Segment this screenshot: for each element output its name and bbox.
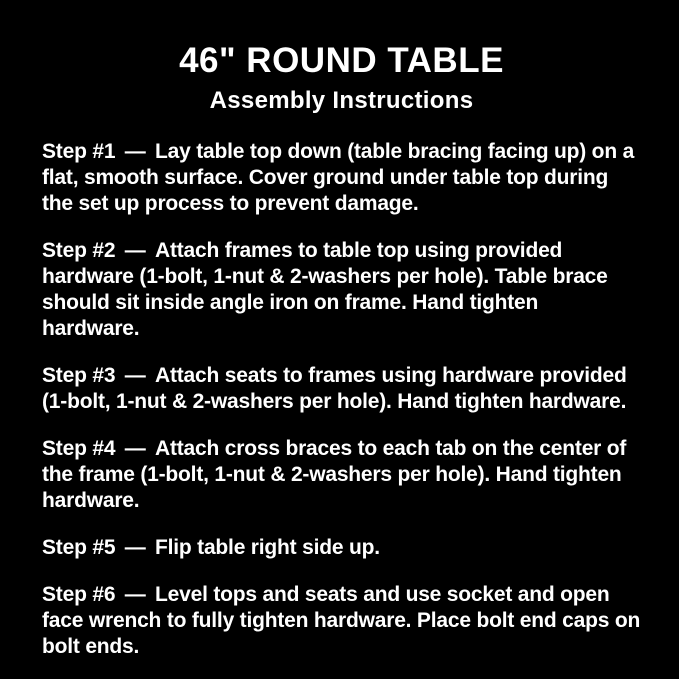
step-label: Step #4 — [42, 436, 116, 460]
page-subtitle: Assembly Instructions — [209, 86, 474, 114]
step-separator: — — [124, 582, 146, 606]
step-text: Level tops and seats and use socket and open face wrench to fully tighten hardware. Place bolt end caps on bolt ends. — [42, 582, 641, 658]
step-item-1 — [42, 139, 641, 217]
step-item-4 — [42, 436, 641, 514]
step-separator: — — [124, 238, 146, 262]
step-item-3 — [42, 363, 641, 415]
step-label: Step #1 — [42, 139, 116, 163]
step-text: Attach seats to frames using hardware provided (1-bolt, 1-nut & 2-washers per hole). Hand tighten hardware. — [42, 363, 627, 413]
step-text: Flip table right side up. — [155, 535, 380, 559]
page-title: 46" ROUND TABLE — [179, 41, 504, 80]
step-text: Attach cross braces to each tab on the center of the frame (1-bolt, 1-nut & 2-washers per hole). Hand tighten hardware. — [42, 436, 627, 512]
step-separator: — — [124, 139, 146, 163]
step-separator: — — [124, 535, 146, 559]
step-label: Step #6 — [42, 582, 116, 606]
step-label: Step #5 — [42, 535, 116, 559]
step-item-6 — [42, 582, 641, 660]
step-item-5 — [42, 535, 641, 561]
step-separator: — — [124, 436, 146, 460]
step-label: Step #3 — [42, 363, 116, 387]
step-separator: — — [124, 363, 146, 387]
step-text: Attach frames to table top using provided hardware (1-bolt, 1-nut & 2-washers per hole). Table brace should sit inside angle iron on frame. Hand tighten hardware. — [42, 238, 608, 340]
step-label: Step #2 — [42, 238, 116, 262]
step-text: Lay table top down (table bracing facing up) on a flat, smooth surface. Cover ground under table top during the set up process to prevent damage. — [42, 139, 635, 215]
step-item-2 — [42, 238, 641, 342]
